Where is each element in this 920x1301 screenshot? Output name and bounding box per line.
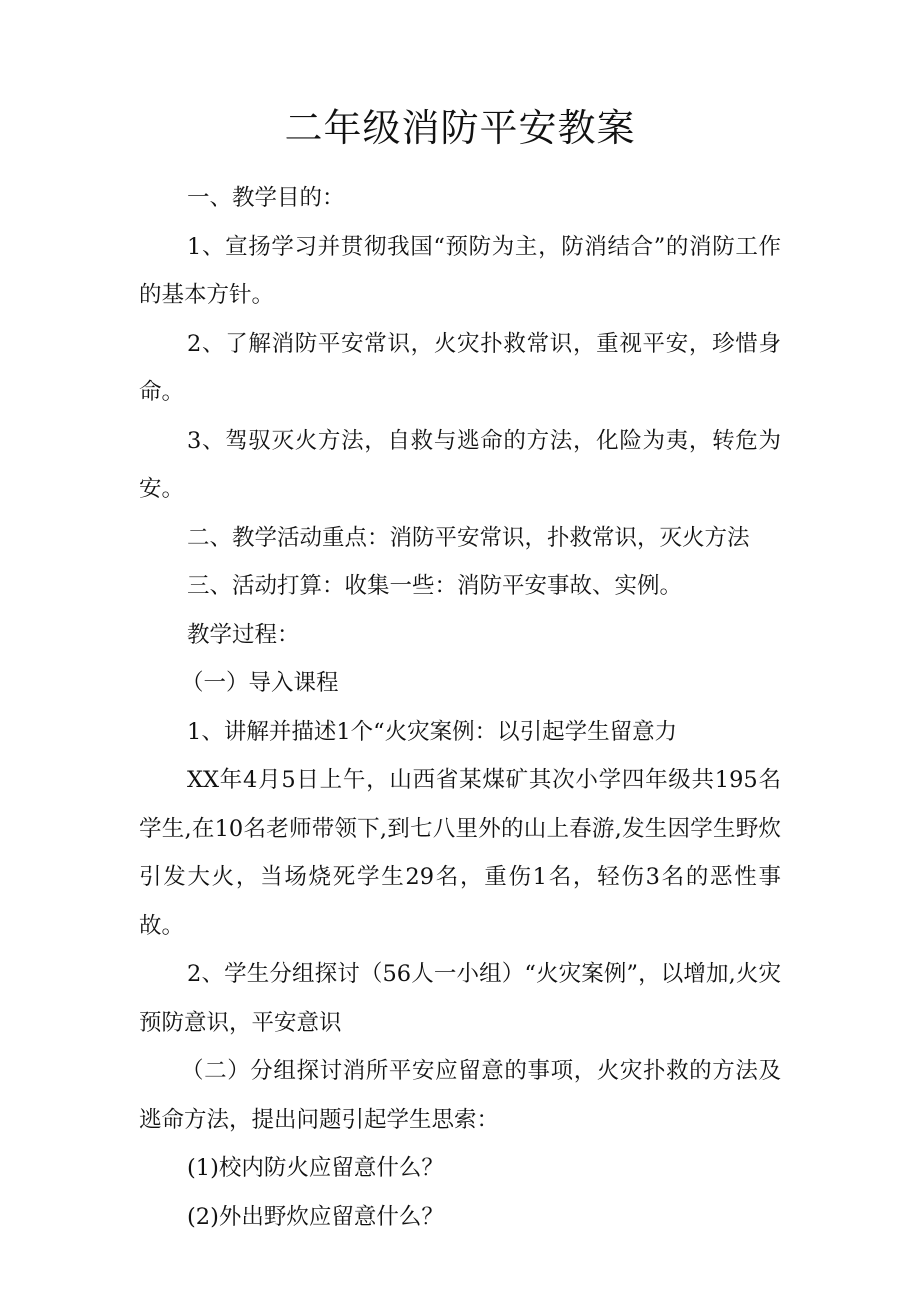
question-2: (2)外出野炊应留意什么？ bbox=[187, 1203, 444, 1230]
case-description: XX年4月5日上午，山西省某煤矿其次小学四年级共195名学生,在10名老师带领下,到七八里外的山上春游,发生因学生野炊引发大火，当场烧死学生29名，重伤1名，轻伤3名的恶性事故。 bbox=[139, 767, 781, 939]
section-heading-key-points: 二、教学活动重点：消防平安常识，扑救常识，灭火方法 bbox=[187, 524, 750, 551]
question-1: (1)校内防火应留意什么？ bbox=[187, 1155, 444, 1181]
section-heading-preparation: 三、活动打算：收集一些：消防平安事故、实例。 bbox=[187, 573, 683, 599]
subsection-heading-intro: （一）导入课程 bbox=[181, 670, 339, 696]
document-body bbox=[139, 174, 781, 1241]
intro-step-1: 1、讲解并描述1个“火灾案例：以引起学生留意力 bbox=[187, 718, 678, 745]
objective-item-3: 3、驾驭灭火方法，自救与逃命的方法，化险为夷，转危为安。 bbox=[139, 427, 781, 502]
section-heading-objectives: 一、教学目的： bbox=[187, 185, 345, 211]
teaching-process-heading: 教学过程： bbox=[187, 621, 300, 648]
objective-item-2: 2、了解消防平安常识，火灾扑救常识，重视平安，珍惜身命。 bbox=[139, 330, 781, 405]
document-title: 二年级消防平安教案 bbox=[284, 106, 636, 150]
objective-item-1: 1、宣扬学习并贯彻我国“预防为主，防消结合”的消防工作的基本方针。 bbox=[139, 233, 781, 308]
subsection-heading-discussion: （二）分组探讨消所平安应留意的事项，火灾扑救的方法及逃命方法，提出问题引起学生思索： bbox=[139, 1058, 781, 1133]
intro-step-2: 2、学生分组探讨（56人一小组）“火灾案例”，以增加,火灾预防意识，平安意识 bbox=[139, 961, 781, 1036]
